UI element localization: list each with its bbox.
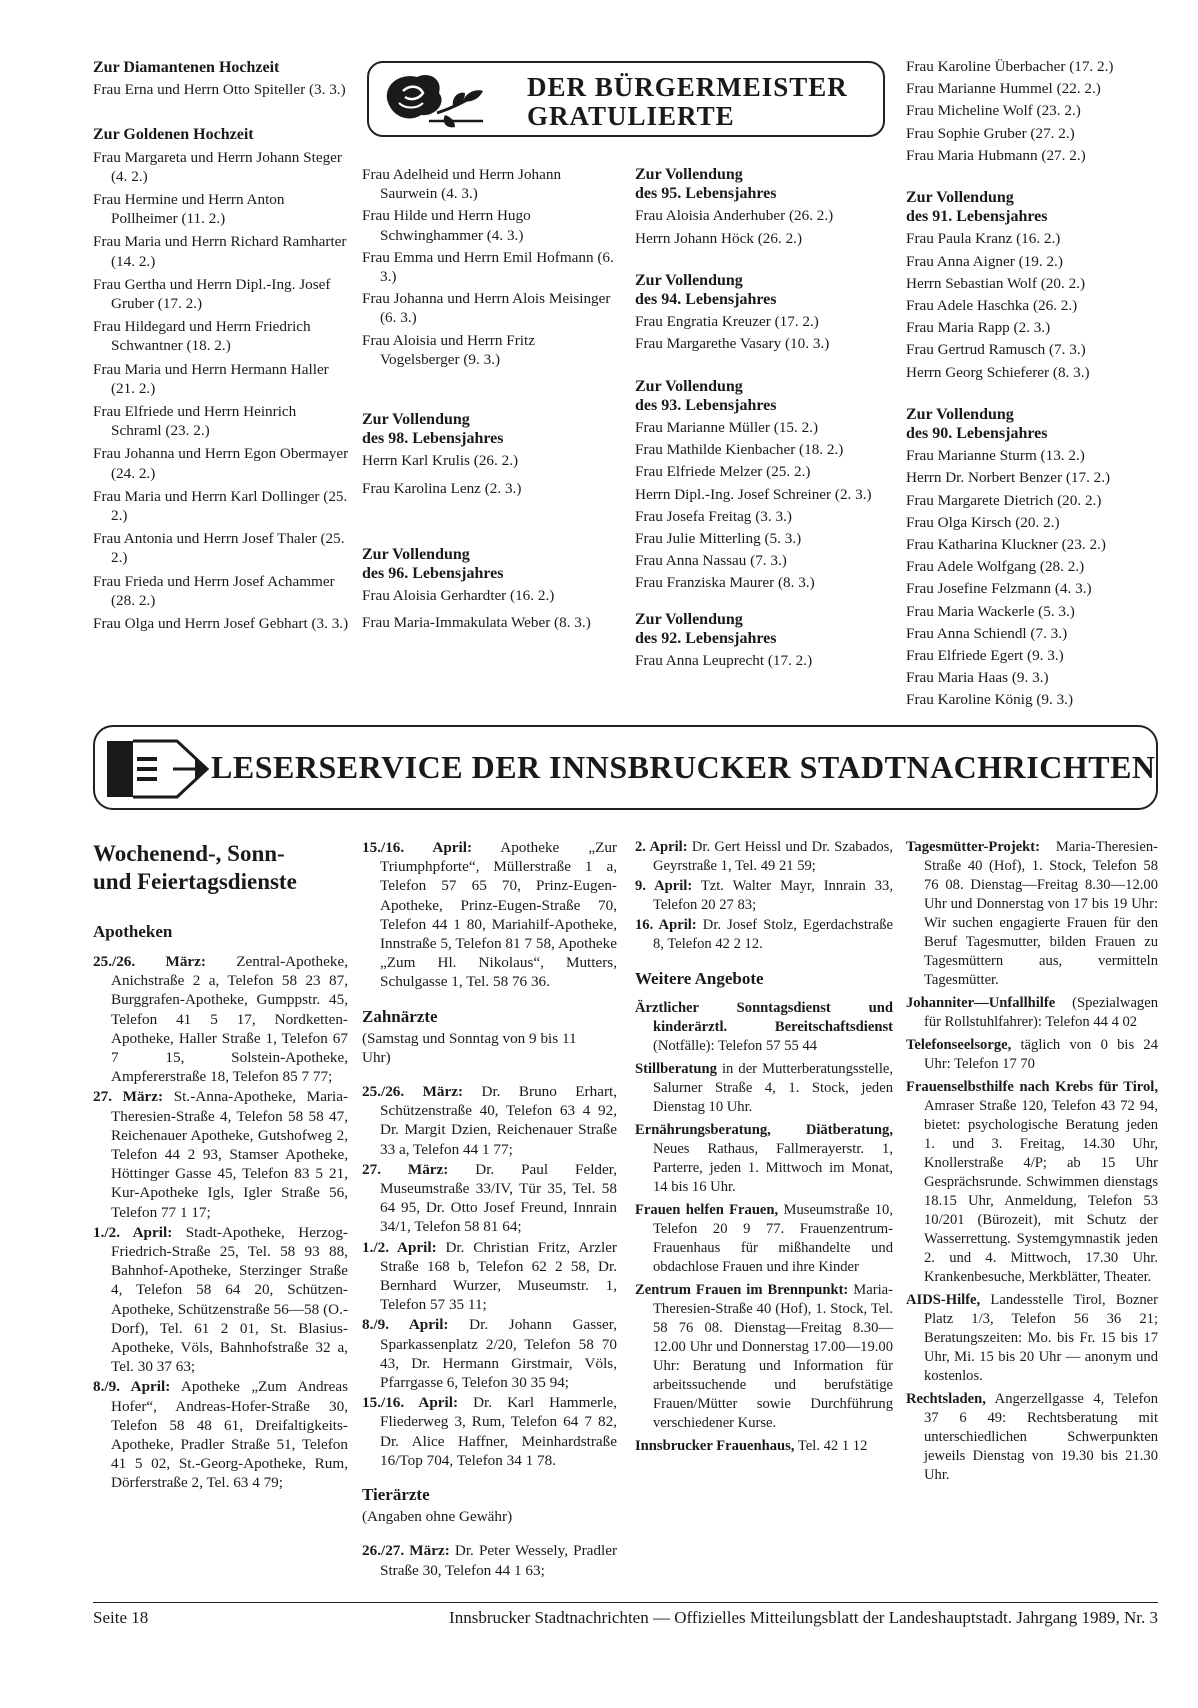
list-item: Frau Sophie Gruber (27. 2.) bbox=[906, 124, 1075, 142]
name: Tagesmütter-Projekt: bbox=[906, 839, 1041, 855]
list-item bbox=[635, 999, 893, 1056]
list-item: Herrn Karl Krulis (26. 2.) bbox=[362, 452, 519, 470]
date: 9. April: bbox=[635, 878, 693, 894]
list-item: Herrn Johann Höck (26. 2.) bbox=[635, 229, 803, 247]
heading-94-line-2: des 94. Lebensjahres bbox=[635, 291, 777, 309]
list-item: Frau Margarethe Vasary (10. 3.) bbox=[635, 335, 830, 353]
text: Apotheke „Zur Triumphpforte“, Müllerstraße 1 a, Telefon 57 65 70, Prinz-Eugen-Apotheke, Prinz-Eugen-Straße 70, Telefon 44 1 80, Mariahilf-Apotheke, Innstraße 5, Telefon 81 7 58, Apotheke „Zum Hl. Nikolaus“, Mutters, Schulgasse 1, Tel. 58 76 36. bbox=[380, 839, 617, 991]
list-item: Frau Josefine Felzmann (4. 3.) bbox=[906, 580, 1092, 598]
list-item bbox=[635, 838, 893, 876]
heading-96-line-2: des 96. Lebensjahres bbox=[362, 565, 504, 583]
list-item: Frau Anna Aigner (19. 2.) bbox=[906, 252, 1063, 270]
text: Dr. Bruno Erhart, Schützenstraße 40, Telefon 63 4 92, Dr. Margit Dzien, Reichenauer Straße 33 a, Telefon 44 1 77; bbox=[380, 1083, 618, 1158]
text: Amraser Straße 120, Telefon 43 72 94, bietet: psychologische Beratung jeden 1. und 3. Freitag, 14.30 Uhr, Knollerstraße 4/P; ab 15 Uhr Gesprächsrunde. Schwimmen dienstags 18.15 Uhr, Anmeldung, Telefon 53 10/201 (Bürozeit), mit Schutz der Wasserrettung. Systemgymnastik jeden 2. und 4. Mittwoch, 17.30 Uhr. Krankenbesuche, Merkblätter, Theater. bbox=[924, 1098, 1158, 1285]
text: (Spezialwagen für Rollstuhlfahrer): Telefon 44 4 02 bbox=[924, 995, 1158, 1030]
list-item bbox=[906, 1036, 1158, 1074]
name: Ernährungsberatung, Diätberatung, bbox=[635, 1122, 893, 1138]
list-item bbox=[362, 1541, 617, 1579]
list-item bbox=[635, 1281, 893, 1433]
list-item bbox=[93, 1377, 348, 1492]
list-item: Frau Karoline König (9. 3.) bbox=[906, 691, 1074, 709]
list-item bbox=[635, 1060, 893, 1117]
list-item: Frau Maria-Immakulata Weber (8. 3.) bbox=[362, 614, 591, 632]
text: St.-Anna-Apotheke, Maria-Theresien-Straße 4, Telefon 58 58 47, Reichenauer Apotheke, Gutshofweg 2, Telefon 44 2 93, Stamser Apotheke, Höttinger Gasse 45, Telefon 83 5 21, Kur-Apotheke Igls, Igler Straße 56, Telefon 77 1 17; bbox=[111, 1088, 349, 1221]
list-item: Frau Paula Kranz (16. 2.) bbox=[906, 230, 1061, 248]
name: Telefonseelsorge, bbox=[906, 1037, 1012, 1053]
list-item: Frau Katharina Kluckner (23. 2.) bbox=[906, 536, 1106, 554]
rose-icon bbox=[379, 69, 489, 131]
list-item bbox=[906, 1291, 1158, 1386]
date: 26./27. März: bbox=[362, 1542, 450, 1560]
list-item: Frau Aloisia und Herrn Fritz Vogelsberger (9. 3.) bbox=[362, 331, 535, 368]
date: 8./9. April: bbox=[362, 1316, 449, 1334]
list-item: Herrn Georg Schieferer (8. 3.) bbox=[906, 363, 1090, 381]
text: Tzt. Walter Mayr, Innrain 33, Telefon 20 27 83; bbox=[653, 878, 894, 913]
heading-95-line-1: Zur Vollendung bbox=[635, 166, 743, 183]
date: 8./9. April: bbox=[93, 1378, 171, 1396]
diamant-heading: Zur Diamantenen Hochzeit bbox=[93, 59, 280, 76]
list-item: Herrn Dipl.-Ing. Josef Schreiner (2. 3.) bbox=[635, 485, 872, 503]
list-item bbox=[362, 1393, 617, 1470]
text: Stadt-Apotheke, Herzog-Friedrich-Straße 25, Tel. 58 93 88, Bahnhof-Apotheke, Sterzinger Straße 4, Telefon 58 64 20, Schützen-Apotheke, Schützenstraße 56—58 (O.-Dorf), Tel. 61 2 01, St. Blasius-Apotheke, Völs, Bahnhofstraße 32 a, Tel. 30 37 63; bbox=[111, 1223, 348, 1376]
list-item: Frau Maria und Herrn Richard Ramharter (14. 2.) bbox=[93, 233, 347, 270]
text: täglich von 0 bis 24 Uhr: Telefon 17 70 bbox=[924, 1037, 1158, 1072]
service-column-1 bbox=[93, 840, 348, 1494]
footer-divider bbox=[93, 1602, 1158, 1603]
tier-note: (Angaben ohne Gewähr) bbox=[362, 1508, 513, 1526]
list-item bbox=[635, 877, 893, 915]
list-item bbox=[906, 838, 1158, 990]
list-item: Frau Hilde und Herrn Hugo Schwinghammer (4. 3.) bbox=[362, 207, 531, 244]
text: Maria-Theresien-Straße 40 (Hof), 1. Stock, Telefon 58 76 08. Dienstag—Freitag 8.30—12.00 Uhr und Donnerstag von 17 bis 19 Uhr: Wir suchen engagierte Frauen für den Beruf Tagesmutter, bilden Frauen zu Tagesmüttern aus, vermitteln Tagesmütter. bbox=[924, 839, 1158, 988]
column-2 bbox=[362, 165, 617, 636]
service-title bbox=[93, 840, 348, 896]
name: Ärztlicher Sonntagsdienst und kinderärztl. Bereitschaftsdienst bbox=[635, 1000, 893, 1035]
date: 27. März: bbox=[93, 1088, 164, 1106]
text: Dr. Christian Fritz, Arzler Straße 168 b, Telefon 62 2 58, Dr. Bernhard Wurzer, Museumstr. 1, Telefon 57 35 11; bbox=[380, 1238, 617, 1314]
date: 1./2. April: bbox=[362, 1238, 437, 1256]
name: Zentrum Frauen im Brennpunkt: bbox=[635, 1282, 849, 1298]
list-item bbox=[906, 1390, 1158, 1485]
footer-text: Innsbrucker Stadtnachrichten — Offizielles Mitteilungsblatt der Landeshauptstadt. Jahrgang 1989, Nr. 3 bbox=[449, 1608, 1158, 1627]
arrow-icon bbox=[103, 735, 213, 801]
buergermeister-banner bbox=[367, 61, 885, 137]
text: Maria-Theresien-Straße 40 (Hof), 1. Stock, Tel. 58 76 08. Dienstag—Freitag 8.30—12.00 Uhr und Donnerstag 17.00—19.00 Uhr: Beratung und Information für arbeitssuchende und berufstätige Frauen/Mütter sowie Durchführung verschiedener Kurse. bbox=[653, 1282, 893, 1431]
list-item bbox=[93, 952, 348, 1086]
list-item: Frau Hildegard und Herrn Friedrich Schwantner (18. 2.) bbox=[93, 318, 311, 355]
list-item: Frau Mathilde Kienbacher (18. 2.) bbox=[635, 441, 844, 459]
heading-92-line-2: des 92. Lebensjahres bbox=[635, 629, 777, 647]
list-item: Frau Elfriede Melzer (25. 2.) bbox=[635, 463, 811, 481]
column-4 bbox=[906, 57, 1166, 713]
list-item: Frau Johanna und Herrn Alois Meisinger (6. 3.) bbox=[362, 290, 611, 327]
banner-title-line-1: DER BÜRGERMEISTER bbox=[527, 72, 848, 102]
text: in der Mutterberatungsstelle, Salurner Straße 4, 1. Stock, jeden Dienstag 10 Uhr. bbox=[653, 1061, 894, 1115]
list-item bbox=[362, 1238, 617, 1315]
list-item: Frau Elfriede Egert (9. 3.) bbox=[906, 647, 1064, 665]
list-item: Frau Maria Wackerle (5. 3.) bbox=[906, 602, 1075, 620]
list-item: Frau Maria und Herrn Karl Dollinger (25. 2.) bbox=[93, 487, 348, 525]
list-item: Frau Margareta und Herrn Johann Steger (4. 2.) bbox=[93, 148, 342, 185]
list-item bbox=[93, 1223, 348, 1377]
zahn-heading: Zahnärzte bbox=[362, 1006, 438, 1026]
text: Dr. Josef Stolz, Egerdachstraße 8, Telefon 42 2 12. bbox=[653, 917, 893, 952]
zahn-note: (Samstag und Sonntag von 9 bis 11 Uhr) bbox=[362, 1029, 577, 1066]
text: Dr. Gert Heissl und Dr. Szabados, Geyrstraße 1, Tel. 49 21 59; bbox=[653, 839, 893, 874]
date: 27. März: bbox=[362, 1160, 449, 1178]
list-item: Herrn Sebastian Wolf (20. 2.) bbox=[906, 274, 1086, 292]
heading-93-line-2: des 93. Lebensjahres bbox=[635, 396, 777, 414]
text: Apotheke „Zum Andreas Hofer“, Andreas-Hofer-Straße 30, Telefon 58 48 61, Dreifaltigkeits-Apotheke, Pradler Straße 51, Telefon 41 5 02, St.-Georg-Apotheke, Rum, Dörferstraße 2, Tel. 63 4 79; bbox=[111, 1378, 348, 1492]
column-3 bbox=[635, 165, 895, 673]
heading-91-line-2: des 91. Lebensjahres bbox=[906, 208, 1048, 226]
list-item: Frau Marianne Hummel (22. 2.) bbox=[906, 80, 1101, 98]
service-title-line-2: und Feiertagsdienste bbox=[93, 869, 297, 894]
date: 16. April: bbox=[635, 917, 697, 933]
heading-90-line-1: Zur Vollendung bbox=[906, 405, 1014, 423]
tier-heading: Tierärzte bbox=[362, 1485, 430, 1505]
text: Dr. Paul Felder, Museumstraße 33/IV, Tür 35, Tel. 58 64 95, Dr. Otto Josef Freund, Innrain 34/1, Telefon 58 81 64; bbox=[380, 1160, 617, 1236]
heading-93-line-1: Zur Vollendung bbox=[635, 377, 743, 395]
list-item: Frau Adele Haschka (26. 2.) bbox=[906, 297, 1078, 315]
column-1 bbox=[93, 58, 350, 637]
diamant-entry: Frau Erna und Herrn Otto Spiteller (3. 3.) bbox=[93, 81, 346, 99]
list-item bbox=[635, 916, 893, 954]
date: 25./26. März: bbox=[362, 1083, 464, 1101]
list-item: Frau Emma und Herrn Emil Hofmann (6. 3.) bbox=[362, 248, 614, 286]
list-item: Frau Marianne Müller (15. 2.) bbox=[635, 419, 819, 437]
leserservice-title: LESERSERVICE DER INNSBRUCKER STADTNACHRICHTEN bbox=[211, 749, 1156, 785]
list-item bbox=[362, 1160, 617, 1237]
list-item: Frau Frieda und Herrn Josef Achammer (28. 2.) bbox=[93, 572, 335, 609]
heading-96-line-1: Zur Vollendung bbox=[362, 545, 470, 563]
list-item: Frau Karoline Überbacher (17. 2.) bbox=[906, 58, 1114, 75]
leserservice-banner bbox=[93, 725, 1158, 810]
heading-91-line-1: Zur Vollendung bbox=[906, 189, 1014, 207]
text: Dr. Peter Wessely, Pradler Straße 30, Telefon 44 1 63; bbox=[380, 1542, 617, 1579]
text: Dr. Johann Gasser, Sparkassenplatz 2/20, Telefon 58 70 43, Dr. Hermann Girstmair, Völs, Pfarrgasse 6, Telefon 30 35 94; bbox=[380, 1316, 618, 1392]
name: Johanniter—Unfallhilfe bbox=[906, 995, 1056, 1011]
text: Angerzellgasse 4, Telefon 37 6 49: Rechtsberatung mit unterschiedlichen Schwerpunkten jeweils Dienstag von 19.30 bis 21.30 Uhr. bbox=[924, 1391, 1159, 1483]
banner-title bbox=[527, 73, 848, 131]
list-item: Frau Antonia und Herrn Josef Thaler (25. 2.) bbox=[93, 530, 345, 567]
name: AIDS-Hilfe, bbox=[906, 1292, 981, 1308]
list-item: Frau Josefa Freitag (3. 3.) bbox=[635, 507, 792, 525]
list-item: Frau Gertrud Ramusch (7. 3.) bbox=[906, 341, 1086, 359]
list-item: Frau Karolina Lenz (2. 3.) bbox=[362, 479, 522, 497]
name: Frauen helfen Frauen, bbox=[635, 1202, 779, 1218]
list-item: Frau Margarete Dietrich (20. 2.) bbox=[906, 491, 1102, 509]
heading-92-line-1: Zur Vollendung bbox=[635, 610, 743, 628]
list-item: Frau Anna Nassau (7. 3.) bbox=[635, 552, 787, 570]
heading-98-line-1: Zur Vollendung bbox=[362, 411, 470, 429]
list-item: Herrn Dr. Norbert Benzer (17. 2.) bbox=[906, 469, 1111, 487]
list-item: Frau Maria Haas (9. 3.) bbox=[906, 669, 1049, 687]
list-item: Frau Gertha und Herrn Dipl.-Ing. Josef Gruber (17. 2.) bbox=[93, 275, 331, 313]
service-column-4 bbox=[906, 838, 1158, 1486]
date: 15./16. April: bbox=[362, 839, 473, 856]
list-item: Frau Olga und Herrn Josef Gebhart (3. 3.) bbox=[93, 615, 349, 633]
list-item: Frau Franziska Maurer (8. 3.) bbox=[635, 574, 815, 592]
list-item: Frau Johanna und Herrn Egon Obermayer (24. 2.) bbox=[93, 445, 349, 482]
apotheken-heading: Apotheken bbox=[93, 922, 173, 941]
list-item: Frau Maria Rapp (2. 3.) bbox=[906, 319, 1051, 337]
heading-90-line-2: des 90. Lebensjahres bbox=[906, 425, 1048, 443]
list-item: Frau Olga Kirsch (20. 2.) bbox=[906, 513, 1060, 531]
list-item bbox=[93, 1087, 348, 1221]
list-item: Frau Aloisia Anderhuber (26. 2.) bbox=[635, 207, 834, 225]
service-title-line-1: Wochenend-, Sonn- bbox=[93, 841, 285, 866]
list-item: Frau Maria und Herrn Hermann Haller (21. 2.) bbox=[93, 360, 329, 397]
service-column-2 bbox=[362, 838, 617, 1581]
list-item: Frau Anna Schiendl (7. 3.) bbox=[906, 624, 1068, 642]
name: Frauenselbsthilfe nach Krebs für Tirol, bbox=[906, 1079, 1158, 1095]
list-item: Frau Aloisia Gerhardter (16. 2.) bbox=[362, 587, 555, 605]
date: 2. April: bbox=[635, 839, 688, 855]
list-item: Frau Hermine und Herrn Anton Pollheimer (11. 2.) bbox=[93, 191, 285, 228]
name: Innsbrucker Frauenhaus, bbox=[635, 1438, 795, 1454]
text: Zentral-Apotheke, Anichstraße 2 a, Telefon 58 23 87, Burggrafen-Apotheke, Gumppstr. 45, Telefon 41 5 17, Nordketten-Apotheke, Haller Straße 1, Telefon 67 7 15, Solstein-Apotheke, Ampfererstraße 18, Telefon 85 7 77; bbox=[111, 953, 348, 1086]
text: Tel. 42 1 12 bbox=[797, 1438, 868, 1454]
date: 1./2. April: bbox=[93, 1223, 173, 1241]
gold-heading: Zur Goldenen Hochzeit bbox=[93, 126, 254, 144]
date: 15./16. April: bbox=[362, 1394, 459, 1412]
text: (Notfälle): Telefon 57 55 44 bbox=[653, 1038, 818, 1054]
heading-98-line-2: des 98. Lebensjahres bbox=[362, 430, 504, 448]
page-number: Seite 18 bbox=[93, 1608, 149, 1627]
list-item bbox=[362, 838, 617, 992]
list-item bbox=[906, 994, 1158, 1032]
name: Rechtsladen, bbox=[906, 1391, 986, 1407]
name: Stillberatung bbox=[635, 1061, 717, 1077]
list-item bbox=[635, 1121, 893, 1197]
list-item bbox=[362, 1315, 617, 1392]
service-column-3 bbox=[635, 838, 893, 1457]
list-item bbox=[635, 1437, 893, 1456]
list-item bbox=[362, 1082, 617, 1159]
list-item: Frau Micheline Wolf (23. 2.) bbox=[906, 102, 1081, 120]
list-item: Frau Julie Mitterling (5. 3.) bbox=[635, 530, 802, 548]
list-item: Frau Adelheid und Herrn Johann Saurwein (4. 3.) bbox=[362, 166, 562, 203]
list-item: Frau Marianne Sturm (13. 2.) bbox=[906, 447, 1085, 465]
list-item: Frau Engratia Kreuzer (17. 2.) bbox=[635, 313, 819, 331]
text: Neues Rathaus, Fallmerayerstr. 1, Parterre, jeden 1. Mittwoch im Monat, 14 bis 16 Uhr. bbox=[653, 1141, 893, 1195]
heading-94-line-1: Zur Vollendung bbox=[635, 271, 743, 289]
weitere-heading: Weitere Angebote bbox=[635, 969, 764, 988]
list-item: Frau Adele Wolfgang (28. 2.) bbox=[906, 558, 1085, 576]
list-item: Frau Elfriede und Herrn Heinrich Schraml (23. 2.) bbox=[93, 403, 297, 440]
text: Museumstraße 10, Telefon 20 9 77. Frauenzentrum-Frauenhaus für mißhandelte und obdachlose Frauen und ihre Kinder bbox=[653, 1202, 893, 1275]
text: Dr. Karl Hammerle, Fliederweg 3, Rum, Telefon 64 7 82, Dr. Alice Haffner, Meinhardstraße 16/Top 704, Telefon 34 1 78. bbox=[380, 1394, 617, 1469]
text: Landesstelle Tirol, Bozner Platz 1/3, Telefon 56 36 21; Beratungszeiten: Mo. bis Fr. 15 bis 17 Uhr, Mi. 15 bis 20 Uhr — anonym und kostenlos. bbox=[924, 1292, 1158, 1384]
date: 25./26. März: bbox=[93, 953, 206, 970]
heading-95-line-2: des 95. Lebensjahres bbox=[635, 185, 777, 203]
list-item: Frau Maria Hubmann (27. 2.) bbox=[906, 146, 1086, 164]
banner-title-line-2: GRATULIERTE bbox=[527, 101, 735, 131]
list-item bbox=[635, 1201, 893, 1277]
list-item: Frau Anna Leuprecht (17. 2.) bbox=[635, 652, 813, 670]
list-item bbox=[906, 1078, 1158, 1287]
